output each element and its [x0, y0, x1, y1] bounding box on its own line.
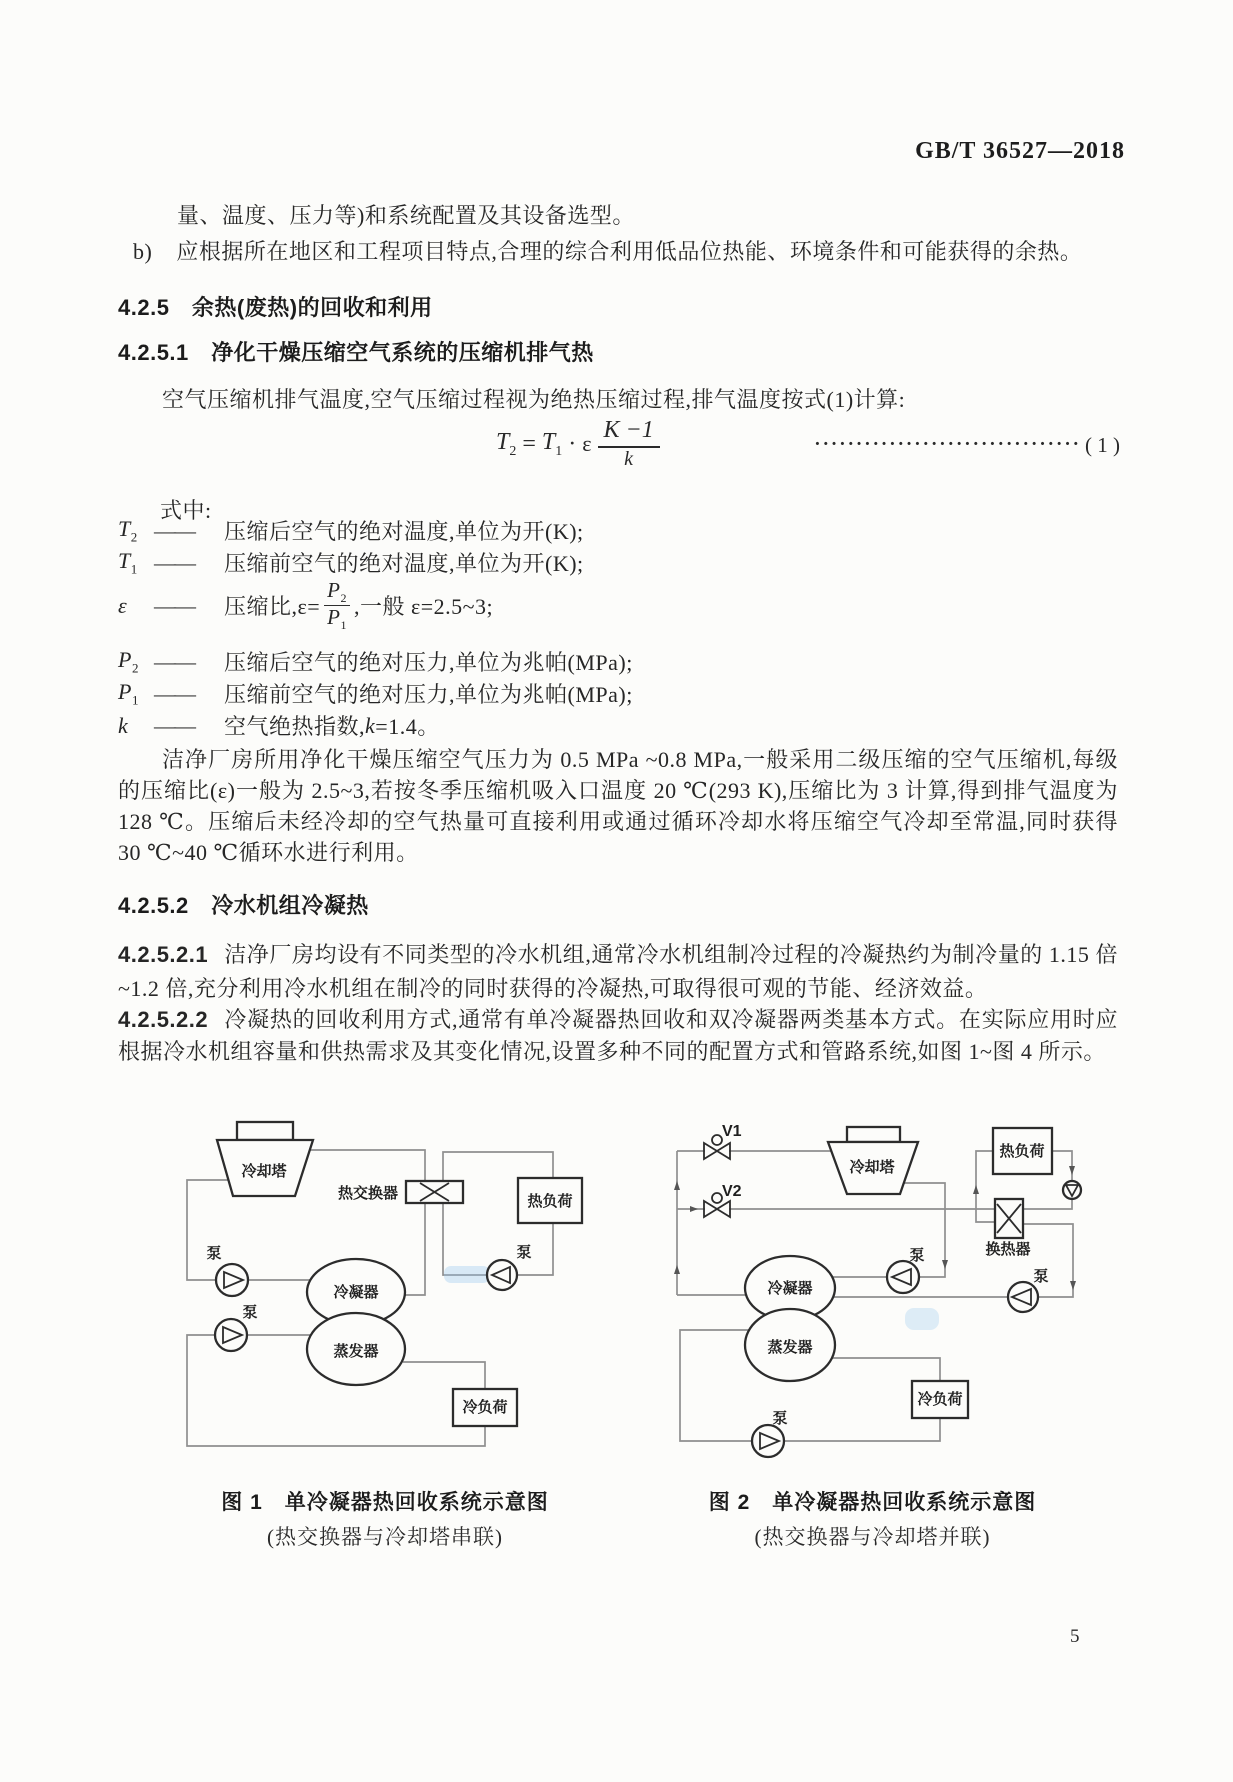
valve-v2-label: V2: [722, 1183, 742, 1200]
pump-chilled-symbol: [215, 1303, 258, 1351]
heat-exchanger-symbol: [406, 1181, 463, 1203]
formula-intro-paragraph: 空气压缩机排气温度,空气压缩过程视为绝热压缩过程,排气温度按式(1)计算:: [162, 387, 906, 412]
heading-4-2-5-1: 4.2.5.1 净化干燥压缩空气系统的压缩机排气热: [118, 340, 594, 365]
cooling-tower-symbol: [217, 1122, 313, 1196]
evaporator-label: 蒸发器: [767, 1339, 813, 1356]
heat-load-symbol: [518, 1178, 582, 1223]
pump-label: 泵: [1033, 1268, 1049, 1285]
condenser-label: 冷凝器: [767, 1280, 813, 1297]
pump-heat-load-symbol: [1063, 1181, 1081, 1199]
paragraph-number: 4.2.5.2.2: [118, 1007, 209, 1032]
cooling-tower-symbol: [828, 1127, 918, 1194]
paragraph-4-2-5-2-1: 4.2.5.2.1 洁净厂房均设有不同类型的冷水机组,通常冷水机组制冷过程的冷凝热约为制冷量的 1.15 倍~1.2 倍,充分利用冷水机组在制冷的同时获得的冷凝热,可取得很可观的节能、经济效益。: [118, 942, 1118, 1001]
item-b: [133, 236, 1082, 267]
scan-artifact: [905, 1308, 939, 1330]
heat-exchanger-label: 换热器: [985, 1241, 1031, 1258]
heat-load-symbol: [993, 1128, 1052, 1174]
pump-label: 泵: [242, 1304, 258, 1321]
figure1-caption-title: 图 1 单冷凝器热回收系统示意图: [221, 1491, 549, 1514]
item-a-continuation: 量、温度、压力等)和系统配置及其设备选型。: [177, 203, 635, 228]
equation-number: ( 1 ): [1085, 432, 1120, 457]
cooling-tower-label: 冷却塔: [241, 1163, 287, 1180]
cold-load-symbol: [453, 1389, 517, 1426]
cooling-tower-label: 冷却塔: [849, 1159, 895, 1176]
definition-p1: $P_1$ —— 压缩前空气的绝对压力,单位为兆帕(MPa);: [118, 678, 633, 708]
pump-label: 泵: [772, 1410, 788, 1427]
evaporator-label: 蒸发器: [333, 1343, 379, 1360]
page-number: 5: [1070, 1626, 1080, 1647]
item-b-text: 应根据所在地区和工程项目特点,合理的综合利用低品位热能、环境条件和可能获得的余热。: [176, 239, 1083, 264]
eq-epsilon: ε: [582, 431, 592, 456]
cold-load-label: 冷负荷: [917, 1391, 963, 1408]
cold-load-symbol: [912, 1381, 968, 1418]
pump-label: 泵: [516, 1244, 532, 1261]
heading-4-2-5: 4.2.5 余热(废热)的回收和利用: [118, 295, 433, 320]
paragraph-4-2-5-2-2: 4.2.5.2.2 冷凝热的回收利用方式,通常有单冷凝器热回收和双冷凝器两类基本方式。在实际应用时应根据冷水机组容量和供热需求及其变化情况,设置多种不同的配置方式和管路系统,如图 1~图 4 所示。: [118, 1007, 1118, 1064]
eq-times: ·: [568, 430, 577, 457]
definition-k: k —— 空气绝热指数, k =1.4。: [118, 712, 440, 739]
evaporator-symbol: [307, 1313, 405, 1385]
pump-chilled-symbol: [752, 1409, 788, 1457]
figure2-caption-title: 图 2 单冷凝器热回收系统示意图: [708, 1491, 1037, 1514]
evaporator-symbol: [745, 1309, 835, 1381]
figure1-diagram: [150, 1115, 620, 1460]
figure1-caption-subtitle: (热交换器与冷却塔串联): [267, 1525, 503, 1549]
definition-p2: $P_2$ —— 压缩后空气的绝对压力,单位为兆帕(MPa);: [118, 646, 633, 676]
heat-exchanger-symbol: [985, 1199, 1030, 1258]
heat-exchanger-label: 热交换器: [337, 1185, 399, 1202]
definition-epsilon: ε —— 压缩比,ε= $\frac{P_2}{P_1}$ ,一般 ε=2.5~3;: [118, 578, 494, 633]
paragraph-number: 4.2.5.2.1: [118, 942, 209, 967]
definition-t1: $T_1$ —— 压缩前空气的绝对温度,单位为开(K);: [118, 547, 584, 577]
item-b-label: b): [133, 239, 153, 264]
figure2-diagram: [650, 1115, 1095, 1475]
pump-label: 泵: [206, 1245, 222, 1262]
eq-rhs: $T_1$: [541, 428, 563, 459]
heat-load-label: 热负荷: [999, 1143, 1045, 1160]
epsilon-fraction: $\frac{P_2}{P_1}$: [324, 580, 350, 631]
eq-lhs: $T_2$: [496, 428, 517, 459]
eq-equals: =: [522, 430, 536, 457]
pump-heat-symbol: [487, 1243, 532, 1290]
pump-heat-recovery-symbol: [1008, 1267, 1049, 1312]
definition-t2: $T_2$ —— 压缩后空气的绝对温度,单位为开(K);: [118, 515, 584, 545]
compressed-air-paragraph: 洁净厂房所用净化干燥压缩空气压力为 0.5 MPa ~0.8 MPa,一般采用二级压缩的空气压缩机,每级的压缩比(ε)一般为 2.5~3,若按冬季压缩机吸入口温度 20 ℃(293 K),压缩比为 3 计算,得到排气温度为 128 ℃。压缩后未经冷却的空气热量可直接利用或通过循环冷却水将压缩空气冷却至常温,同时获得 30 ℃~40 ℃循环水进行利用。: [118, 747, 1118, 865]
equation-1-leader: [790, 427, 1120, 463]
eq-fraction: $\frac{K -1}{k}$: [598, 418, 660, 469]
doc-number: GB/T 36527—2018: [915, 138, 1125, 164]
leader-dots: ································: [814, 434, 1081, 455]
valve-v2-symbol: [704, 1183, 742, 1217]
condenser-label: 冷凝器: [333, 1284, 379, 1301]
heading-4-2-5-2: 4.2.5.2 冷水机组冷凝热: [118, 893, 369, 918]
pump-condenser-symbol: [887, 1246, 925, 1293]
figure2-caption-subtitle: (热交换器与冷却塔并联): [754, 1525, 991, 1549]
cold-load-label: 冷负荷: [462, 1399, 508, 1416]
where-label: 式中:: [160, 498, 212, 523]
pump-tower-symbol: [206, 1244, 248, 1296]
equation-1: [496, 418, 660, 470]
scan-artifact: [444, 1266, 490, 1283]
valve-v1-symbol: [704, 1123, 742, 1159]
heat-load-label: 热负荷: [527, 1193, 573, 1210]
pump-label: 泵: [909, 1247, 925, 1264]
valve-v1-label: V1: [722, 1123, 742, 1140]
